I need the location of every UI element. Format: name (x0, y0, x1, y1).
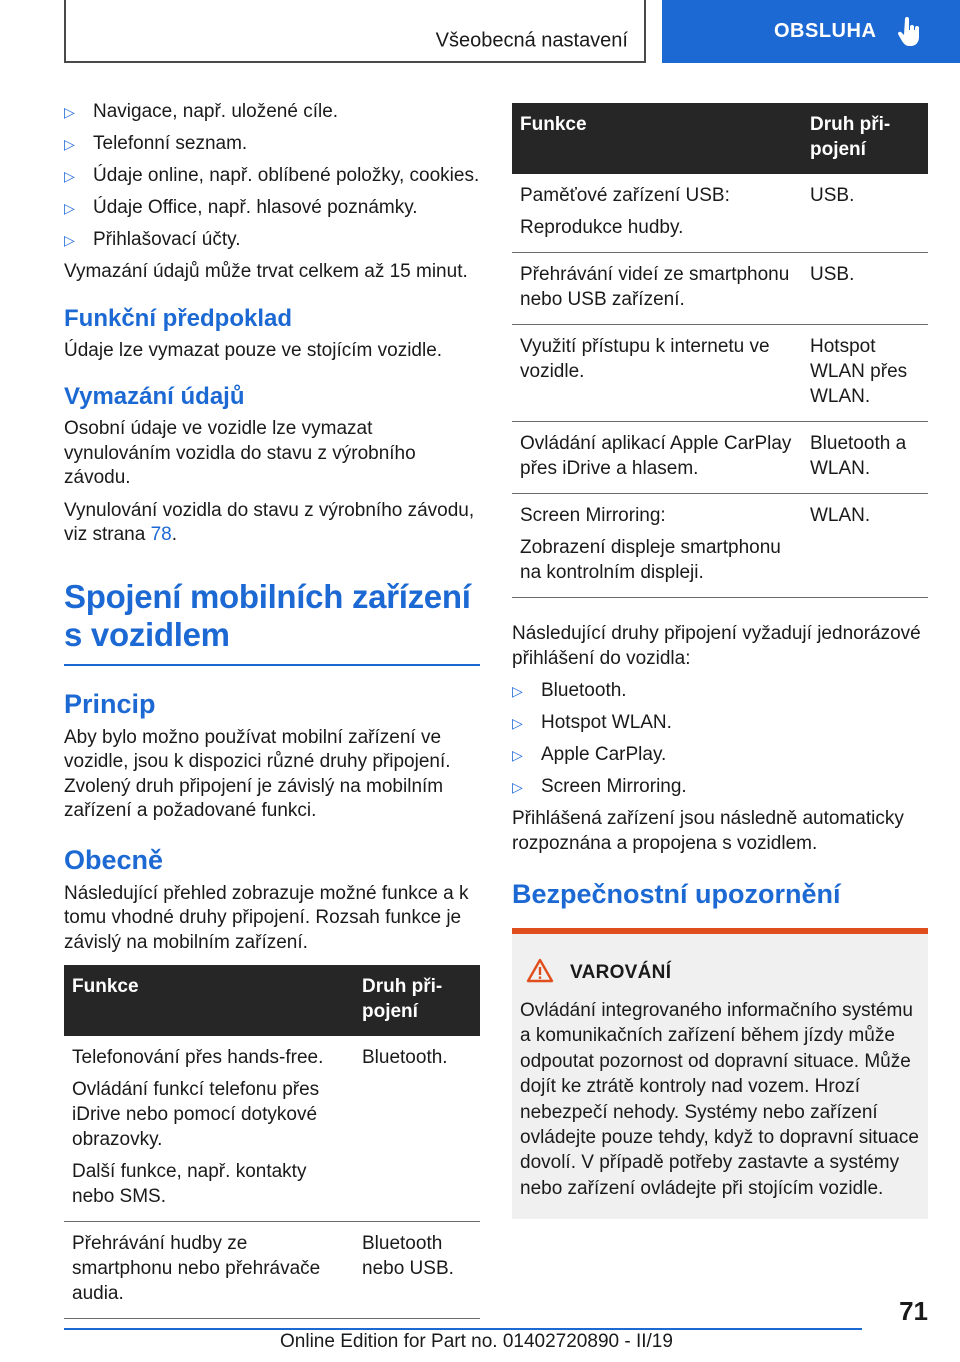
table-row (64, 1036, 480, 1222)
list-item: ▷ Bluetooth. (512, 680, 627, 701)
column-header-function: Funkce (512, 103, 802, 174)
edition-text: Online Edition for Part no. 01402720890 - II/19 (280, 1331, 673, 1352)
warning-text: Ovládání integrovaného informačního systému a komunikačních zařízení během jízdy může odpoutat pozornost od dopravní situace. Může dojít ke ztrátě kontroly nad vozem. Hrozí nebezpečí nehody. Systémy nebo zařízení ovládejte pouze tehdy, když to dopravní situace dovolí. V případě potřeby zastavte a systémy nebo zařízení ovládejte při stojícím vozidle. (520, 1000, 919, 1199)
hand-pointer-icon (896, 16, 922, 48)
erase-heading: Vymazání údajů (64, 383, 245, 410)
column-header-connection: Druh připojení (354, 965, 480, 1036)
reset-reference: Vynulování vozidla do stavu z výrobního závodu, viz strana 78. (64, 499, 475, 545)
triangle-bullet-icon: ▷ (64, 232, 75, 248)
table-row (512, 253, 928, 325)
warning-title: VAROVÁNÍ (570, 962, 672, 983)
connection-cell: USB. (802, 174, 928, 253)
list-item: ▷ Přihlašovací účty. (64, 229, 241, 250)
header-section-tab (64, 0, 646, 63)
triangle-bullet-icon: ▷ (64, 200, 75, 216)
principle-text: Aby bylo možno používat mobilní zařízení ve vozidle, jsou k dispozici různé druhy připojení. Zvolený druh připojení je závislý na mobilním zařízení a požadované funkci. (64, 726, 451, 821)
precondition-text: Údaje lze vymazat pouze ve stojícím vozidle. (64, 339, 443, 361)
triangle-bullet-icon: ▷ (512, 747, 523, 763)
functions-table (64, 965, 480, 1319)
function-cell: Screen Mirroring: Zobrazení displeje smartphonu na kontrolním displeji. (512, 494, 802, 598)
list-item: ▷ Hotspot WLAN. (512, 712, 672, 733)
precondition-heading: Funkční předpoklad (64, 304, 293, 332)
heading-divider (64, 664, 480, 666)
footer-divider (64, 1328, 862, 1330)
warning-triangle-icon (526, 958, 554, 988)
login-intro-text: Následující druhy připojení vyžadují jednorázové přihlášení do vozidla: (512, 623, 921, 669)
list-item: ▷ Screen Mirroring. (512, 776, 687, 797)
connection-cell: Bluetooth. (354, 1036, 480, 1222)
function-cell: Využití přístupu k internetu ve vozidle. (512, 325, 802, 422)
column-header-connection: Druh připojení (802, 103, 928, 174)
login-list (512, 679, 928, 799)
triangle-bullet-icon: ▷ (64, 136, 75, 152)
triangle-bullet-icon: ▷ (512, 683, 523, 699)
list-item: ▷ Apple CarPlay. (512, 744, 667, 765)
triangle-bullet-icon: ▷ (512, 779, 523, 795)
connection-cell: WLAN. (802, 494, 928, 598)
table-row (512, 422, 928, 494)
function-cell: Paměťové zařízení USB: Reprodukce hudby. (512, 174, 802, 253)
warning-header (520, 958, 920, 988)
functions-table-continued (512, 103, 928, 598)
triangle-bullet-icon: ▷ (512, 715, 523, 731)
table-header-row (512, 103, 928, 174)
table-row (512, 325, 928, 422)
page-link[interactable]: 78 (150, 524, 172, 545)
function-cell: Přehrávání hudby ze smartphonu nebo přehrávače audia. (64, 1222, 354, 1319)
table-header-row (64, 965, 480, 1036)
connection-cell: USB. (802, 253, 928, 325)
triangle-bullet-icon: ▷ (64, 104, 75, 120)
connection-cell: Hotspot WLAN přes WLAN. (802, 325, 928, 422)
general-heading: Obecně (64, 844, 164, 875)
function-cell: Telefonování přes hands-free. Ovládání funkcí telefonu přes iDrive nebo pomocí dotykové obrazovky. Další funkce, např. kontakty nebo SMS. (64, 1036, 354, 1222)
table-row (64, 1222, 480, 1319)
list-item: ▷ Údaje Office, např. hlasové poznámky. (64, 197, 418, 218)
chapter-tab[interactable] (662, 0, 960, 63)
section-title: Všeobecná nastavení (435, 29, 628, 52)
list-item: ▷ Údaje online, např. oblíbené položky, cookies. (64, 165, 480, 186)
chapter-label: OBSLUHA (774, 20, 877, 42)
connection-cell: Bluetooth nebo USB. (354, 1222, 480, 1319)
erase-list (64, 100, 480, 252)
list-item: ▷ Navigace, např. uložené cíle. (64, 101, 339, 122)
left-column (64, 100, 480, 1319)
erase-text: Osobní údaje ve vozidle lze vymazat vynulováním vozidla do stavu z výrobního závodu. (64, 418, 416, 488)
function-cell: Přehrávání videí ze smartphonu nebo USB zařízení. (512, 253, 802, 325)
table-row (512, 494, 928, 598)
general-text: Následující přehled zobrazuje možné funkce a k tomu vhodné druhy připojení. Rozsah funkce je závislý na mobilním zařízení. (64, 882, 469, 953)
triangle-bullet-icon: ▷ (64, 168, 75, 184)
list-item: ▷ Telefonní seznam. (64, 133, 248, 154)
function-cell: Ovládání aplikací Apple CarPlay přes iDrive a hlasem. (512, 422, 802, 494)
right-column (512, 103, 928, 1219)
erase-time-text: Vymazání údajů může trvat celkem až 15 minut. (64, 261, 468, 282)
page-number: 71 (899, 1296, 928, 1326)
auto-connect-text: Přihlášená zařízení jsou následně automaticky rozpoznána a propojena s vozidlem. (512, 808, 904, 854)
table-row (512, 174, 928, 253)
warning-box (512, 928, 928, 1219)
column-header-function: Funkce (64, 965, 354, 1036)
safety-heading: Bezpečnostní upozornění (512, 879, 841, 909)
connection-cell: Bluetooth a WLAN. (802, 422, 928, 494)
main-heading: Spojení mobilních zařízení s vozidlem (64, 577, 471, 653)
principle-heading: Princip (64, 688, 156, 719)
